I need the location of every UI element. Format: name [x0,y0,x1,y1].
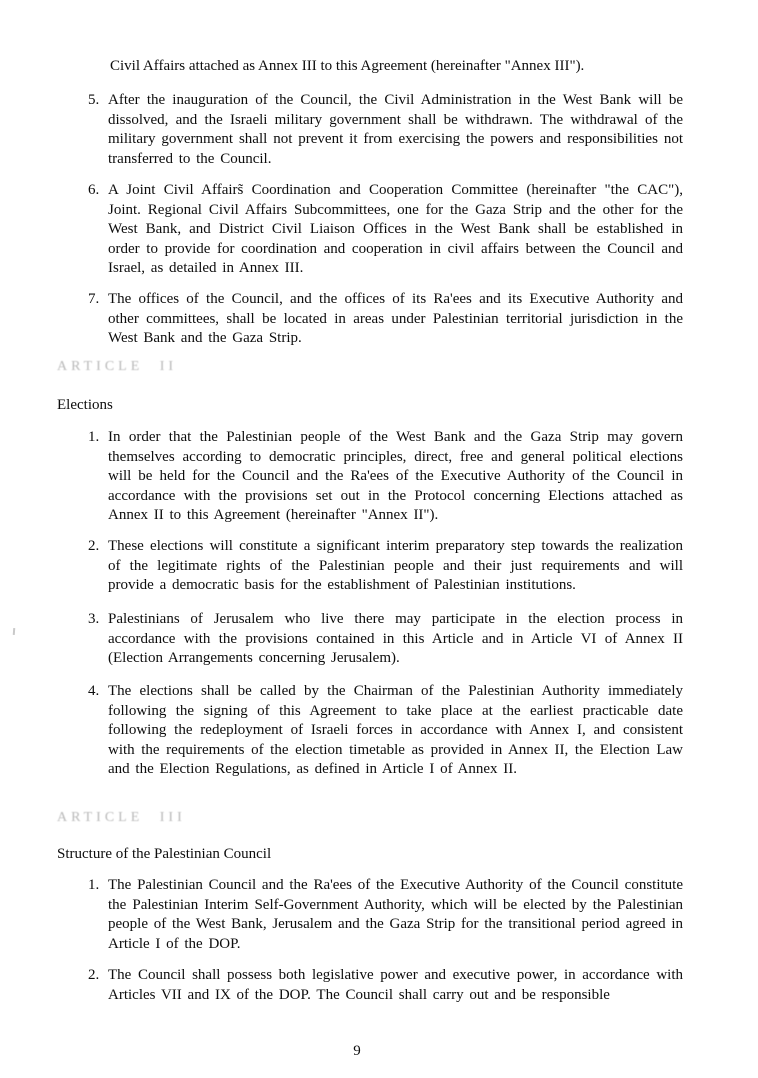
section-heading-structure: Structure of the Palestinian Council [57,846,272,862]
item-number: 3. [88,611,100,627]
item-text: Palestinians of Jerusalem who live there may participate in the election process in accordance with the provisions contained in this Article and in Article VI of Annex II (Election Arrangements concerning Jerusalem). [108,611,683,666]
numbered-item-6 [88,181,683,279]
numbered-item-elections-1 [88,428,683,526]
numbered-item-elections-2 [88,537,683,596]
item-text: After the inauguration of the Council, the Civil Administration in the West Bank will be dissolved, and the Israeli military government shall be withdrawn. The withdrawal of the military government shall not prevent it from exercising the powers and responsibilities not transferred to the Council. [108,92,683,167]
item-text: The Palestinian Council and the Ra'ees of the Executive Authority of the Council constitute the Palestinian Interim Self-Government Authority, which will be elected by the Palestinian people of the West Bank, Jerusalem and the Gaza Strip for the transitional period agreed in Article I of the DOP. [108,877,684,952]
paragraph-continuation: Civil Affairs attached as Annex III to this Agreement (hereinafter "Annex III"). [110,58,585,74]
page-number: 9 [353,1043,361,1059]
faded-article-heading-2: ARTICLE II [57,359,178,374]
item-number: 4. [88,683,100,699]
item-text: A Joint Civil Affairs̃ Coordination and Cooperation Committee (hereinafter "the CAC"), Joint. Regional Civil Affairs Subcommittees, one for the Gaza Strip and the other for the West Bank, and District Civil Liaison Offices in the West Bank shall be established in order to provide for coordination and cooperation in civil affairs between the Council and Israel, as detailed in Annex III. [108,182,683,276]
item-number: 2. [88,538,100,554]
item-number: 1. [88,429,100,445]
item-number: 6. [88,182,100,198]
numbered-item-structure-2 [88,966,683,1005]
numbered-item-5 [88,91,683,169]
item-text: The offices of the Council, and the offices of its Ra'ees and its Executive Authority and other committees, shall be located in areas under Palestinian territorial jurisdiction in the West Bank and the Gaza Strip. [108,291,683,346]
item-text: These elections will constitute a significant interim preparatory step towards the realization of the legitimate rights of the Palestinian people and their just requirements and will provide a democratic basis for the establishment of Palestinian institutions. [108,538,683,593]
section-heading-elections: Elections [57,397,113,413]
faded-article-heading-3: ARTICLE III [57,810,186,825]
item-number: 1. [88,877,100,893]
numbered-item-elections-3 [88,610,683,669]
numbered-item-structure-1 [88,876,683,954]
scan-margin-artifact [13,628,15,635]
item-number: 5. [88,92,100,108]
numbered-item-7 [88,290,683,349]
item-text: The Council shall possess both legislative power and executive power, in accordance with Articles VII and IX of the DOP. The Council shall carry out and be responsible [108,967,683,1003]
item-number: 2. [88,967,100,983]
item-text: The elections shall be called by the Chairman of the Palestinian Authority immediately following the signing of this Agreement to take place at the earliest practicable date following the redeployment of Israeli forces in accordance with Annex I, and consistent with the requirements of the election timetable as provided in Annex II, the Election Law and the Election Regulations, as defined in Article I of Annex II. [108,683,683,777]
item-text: In order that the Palestinian people of the West Bank and the Gaza Strip may govern themselves according to democratic principles, direct, free and general political elections will be held for the Council and the Ra'ees of the Executive Authority of the Council in accordance with the provisions set out in the Protocol concerning Elections attached as Annex II to this Agreement (hereinafter "Annex II"). [108,429,683,523]
numbered-item-elections-4 [88,682,683,780]
item-number: 7. [88,291,100,307]
